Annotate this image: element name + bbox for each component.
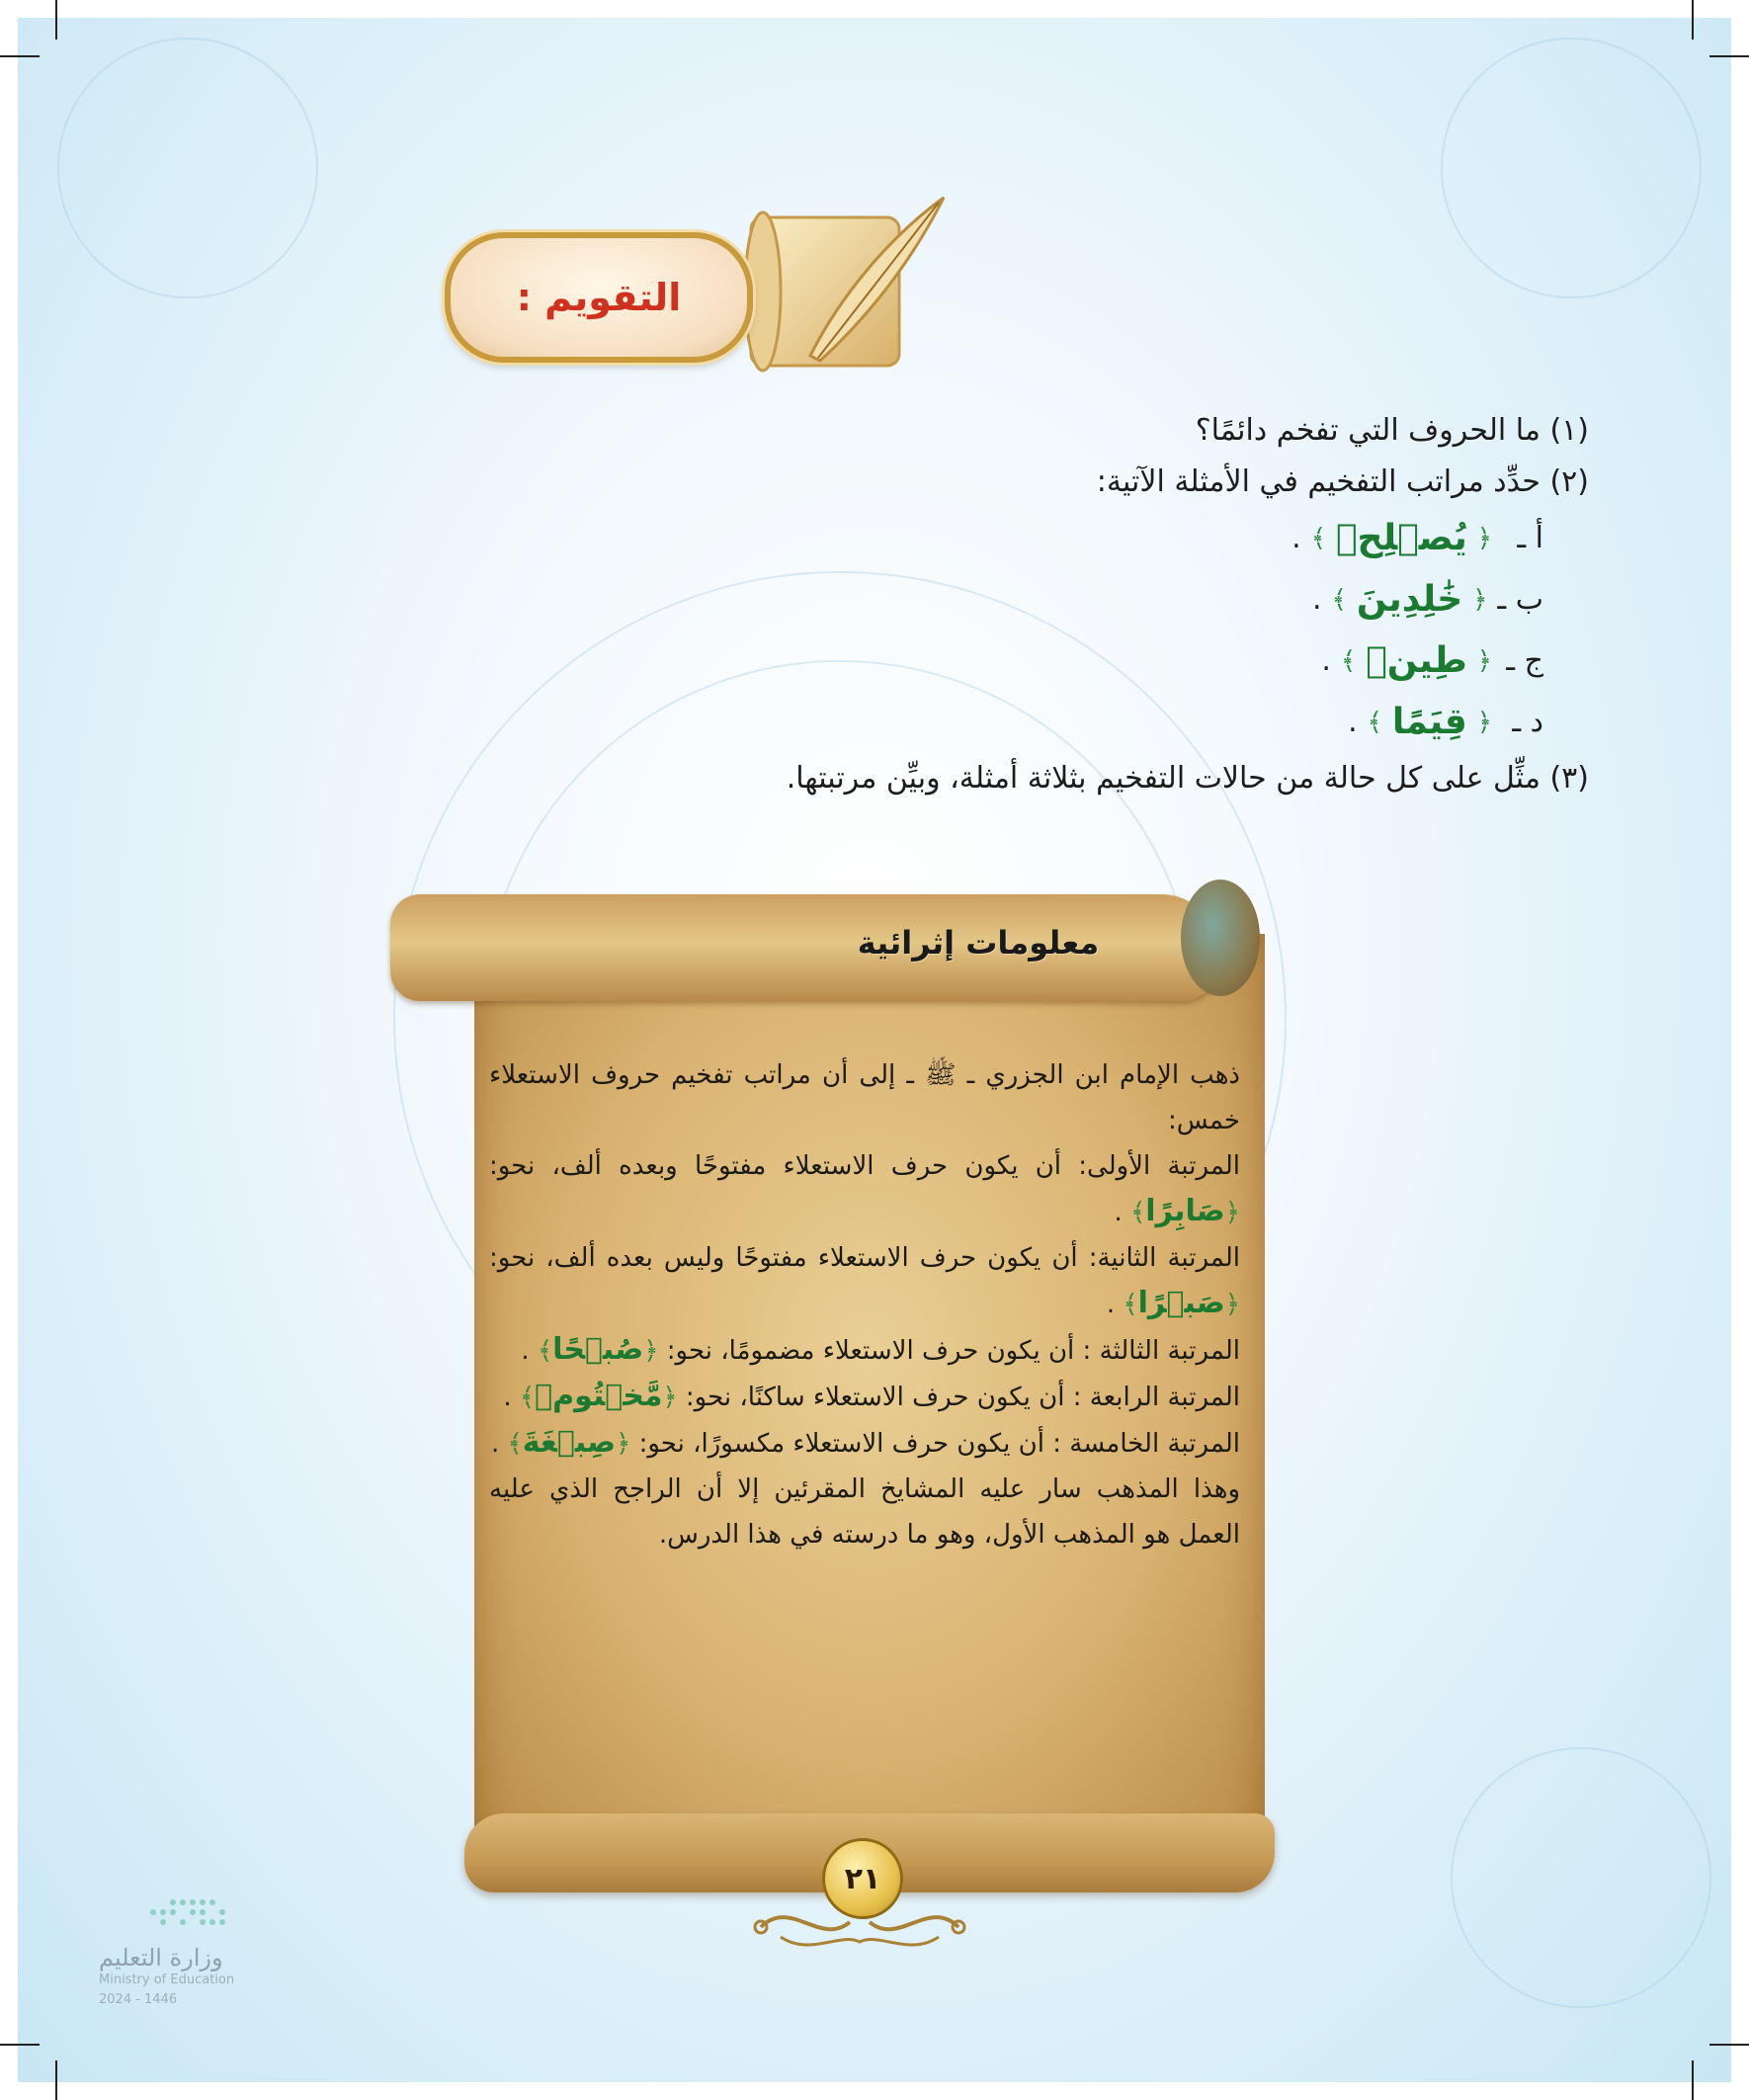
bracket-ornament: ﴾	[1367, 708, 1382, 737]
quran-word: مَّخۡتُومٖ	[535, 1379, 663, 1413]
example-letter: ب ـ	[1497, 582, 1543, 617]
ministry-name-ar: وزارة التعليم	[99, 1944, 223, 1972]
level-item: المرتبة الثانية: أن يكون حرف الاستعلاء مفتوحًا وليس بعده ألف، نحو: ﴿صَبۡرًا﴾ .	[489, 1243, 1240, 1320]
enrichment-text	[489, 1052, 1240, 1557]
ministry-logo-icon	[94, 1892, 292, 1952]
bracket-ornament: ﴿	[1476, 708, 1492, 737]
quran-word: قِيَمًا	[1391, 702, 1467, 742]
example-letter: د ـ	[1512, 705, 1543, 739]
ornament-circle	[57, 38, 318, 298]
level-text: المرتبة الثالثة : أن يكون حرف الاستعلاء مضمومًا، نحو:	[666, 1336, 1240, 1366]
level-item: المرتبة الثالثة : أن يكون حرف الاستعلاء مضمومًا، نحو: ﴿صُبۡحًا﴾ .	[521, 1332, 1240, 1367]
enrichment-title: معلومات إثرائية	[857, 924, 1100, 962]
ministry-name-en: Ministry of Education	[99, 1973, 235, 1987]
enrichment-intro: ذهب الإمام ابن الجزري ـ ﷺ ـ إلى أن مراتب تفخيم حروف الاستعلاء خمس:	[489, 1060, 1240, 1135]
level-item: المرتبة الأولى: أن يكون حرف الاستعلاء مفتوحًا وبعده ألف، نحو: ﴿صَابِرًا﴾ .	[489, 1151, 1240, 1228]
crop-mark	[0, 55, 40, 57]
bracket-ornament: ﴿	[1472, 585, 1488, 615]
scroll-end-roll	[1181, 880, 1260, 996]
crop-mark	[55, 0, 57, 40]
bracket-ornament: ﴾	[1331, 585, 1347, 615]
crop-mark	[55, 2060, 57, 2100]
question-3: (٣) مثِّل على كل حالة من حالات التفخيم بثلاثة أمثلة، وبيِّن مرتبتها.	[786, 761, 1589, 796]
section-title: التقويم :	[516, 276, 682, 319]
quran-word: صِبۡغَةَ	[522, 1425, 617, 1460]
example-item: ب ـ ﴿ خَٰلِدِينَ ﴾ .	[502, 569, 1589, 630]
level-item: المرتبة الرابعة : أن يكون حرف الاستعلاء ساكنًا، نحو: ﴿مَّخۡتُومٖ﴾ .	[503, 1379, 1240, 1413]
page-number-ornament	[741, 1838, 978, 1957]
level-text: المرتبة الثانية: أن يكون حرف الاستعلاء مفتوحًا وليس بعده ألف، نحو:	[489, 1243, 1240, 1273]
page-number: ٢١	[822, 1838, 903, 1919]
enrichment-conclusion: وهذا المذهب سار عليه المشايخ المقرئين إلا أن الراجح الذي عليه العمل هو المذهب الأول، وهو ما درسته في هذا الدرس.	[489, 1474, 1240, 1550]
question-2: (٢) حدِّد مراتب التفخيم في الأمثلة الآتية:	[1096, 464, 1589, 499]
example-item: أ ـ ﴿ يُصۡلِحۡ ﴾ .	[502, 508, 1589, 569]
crop-mark	[1692, 0, 1694, 40]
quran-word: صُبۡحًا	[552, 1332, 644, 1367]
level-text: المرتبة الأولى: أن يكون حرف الاستعلاء مفتوحًا وبعده ألف، نحو:	[489, 1151, 1240, 1181]
level-text: المرتبة الخامسة : أن يكون حرف الاستعلاء مكسورًا، نحو:	[638, 1429, 1240, 1459]
quran-word: طِينٖ	[1366, 640, 1467, 681]
bracket-ornament: ﴿	[1476, 646, 1492, 676]
example-item: ج ـ ﴿ طِينٖ ﴾ .	[502, 630, 1589, 692]
crop-mark	[0, 2044, 40, 2046]
section-title-badge	[445, 232, 753, 363]
crop-mark	[1692, 2060, 1694, 2100]
ministry-year: 2024 - 1446	[99, 1992, 178, 2007]
example-letter: أ ـ	[1517, 521, 1543, 555]
crop-mark	[1709, 2044, 1749, 2046]
example-letter: ج ـ	[1506, 643, 1543, 678]
question-1: (١) ما الحروف التي تفخم دائمًا؟	[1195, 413, 1589, 448]
quran-word: صَبۡرًا	[1137, 1286, 1225, 1320]
level-text: المرتبة الرابعة : أن يكون حرف الاستعلاء ساكنًا، نحو:	[685, 1383, 1240, 1412]
ornament-circle	[1441, 38, 1702, 298]
questions-section	[502, 405, 1589, 804]
quran-word: خَٰلِدِينَ	[1356, 579, 1463, 620]
bracket-ornament: ﴿	[1476, 524, 1492, 553]
level-item: المرتبة الخامسة : أن يكون حرف الاستعلاء مكسورًا، نحو: ﴿صِبۡغَةَ﴾ .	[490, 1425, 1240, 1460]
example-item: د ـ ﴿ قِيَمًا ﴾ .	[502, 692, 1589, 753]
ornament-circle	[1451, 1747, 1711, 2008]
crop-mark	[1709, 55, 1749, 57]
bracket-ornament: ﴾	[1340, 646, 1357, 676]
bracket-ornament: ﴾	[1310, 524, 1326, 553]
quran-word: يُصۡلِحۡ	[1335, 518, 1467, 558]
quill-scroll-icon	[721, 188, 958, 385]
quran-word: صَابِرًا	[1145, 1194, 1225, 1228]
